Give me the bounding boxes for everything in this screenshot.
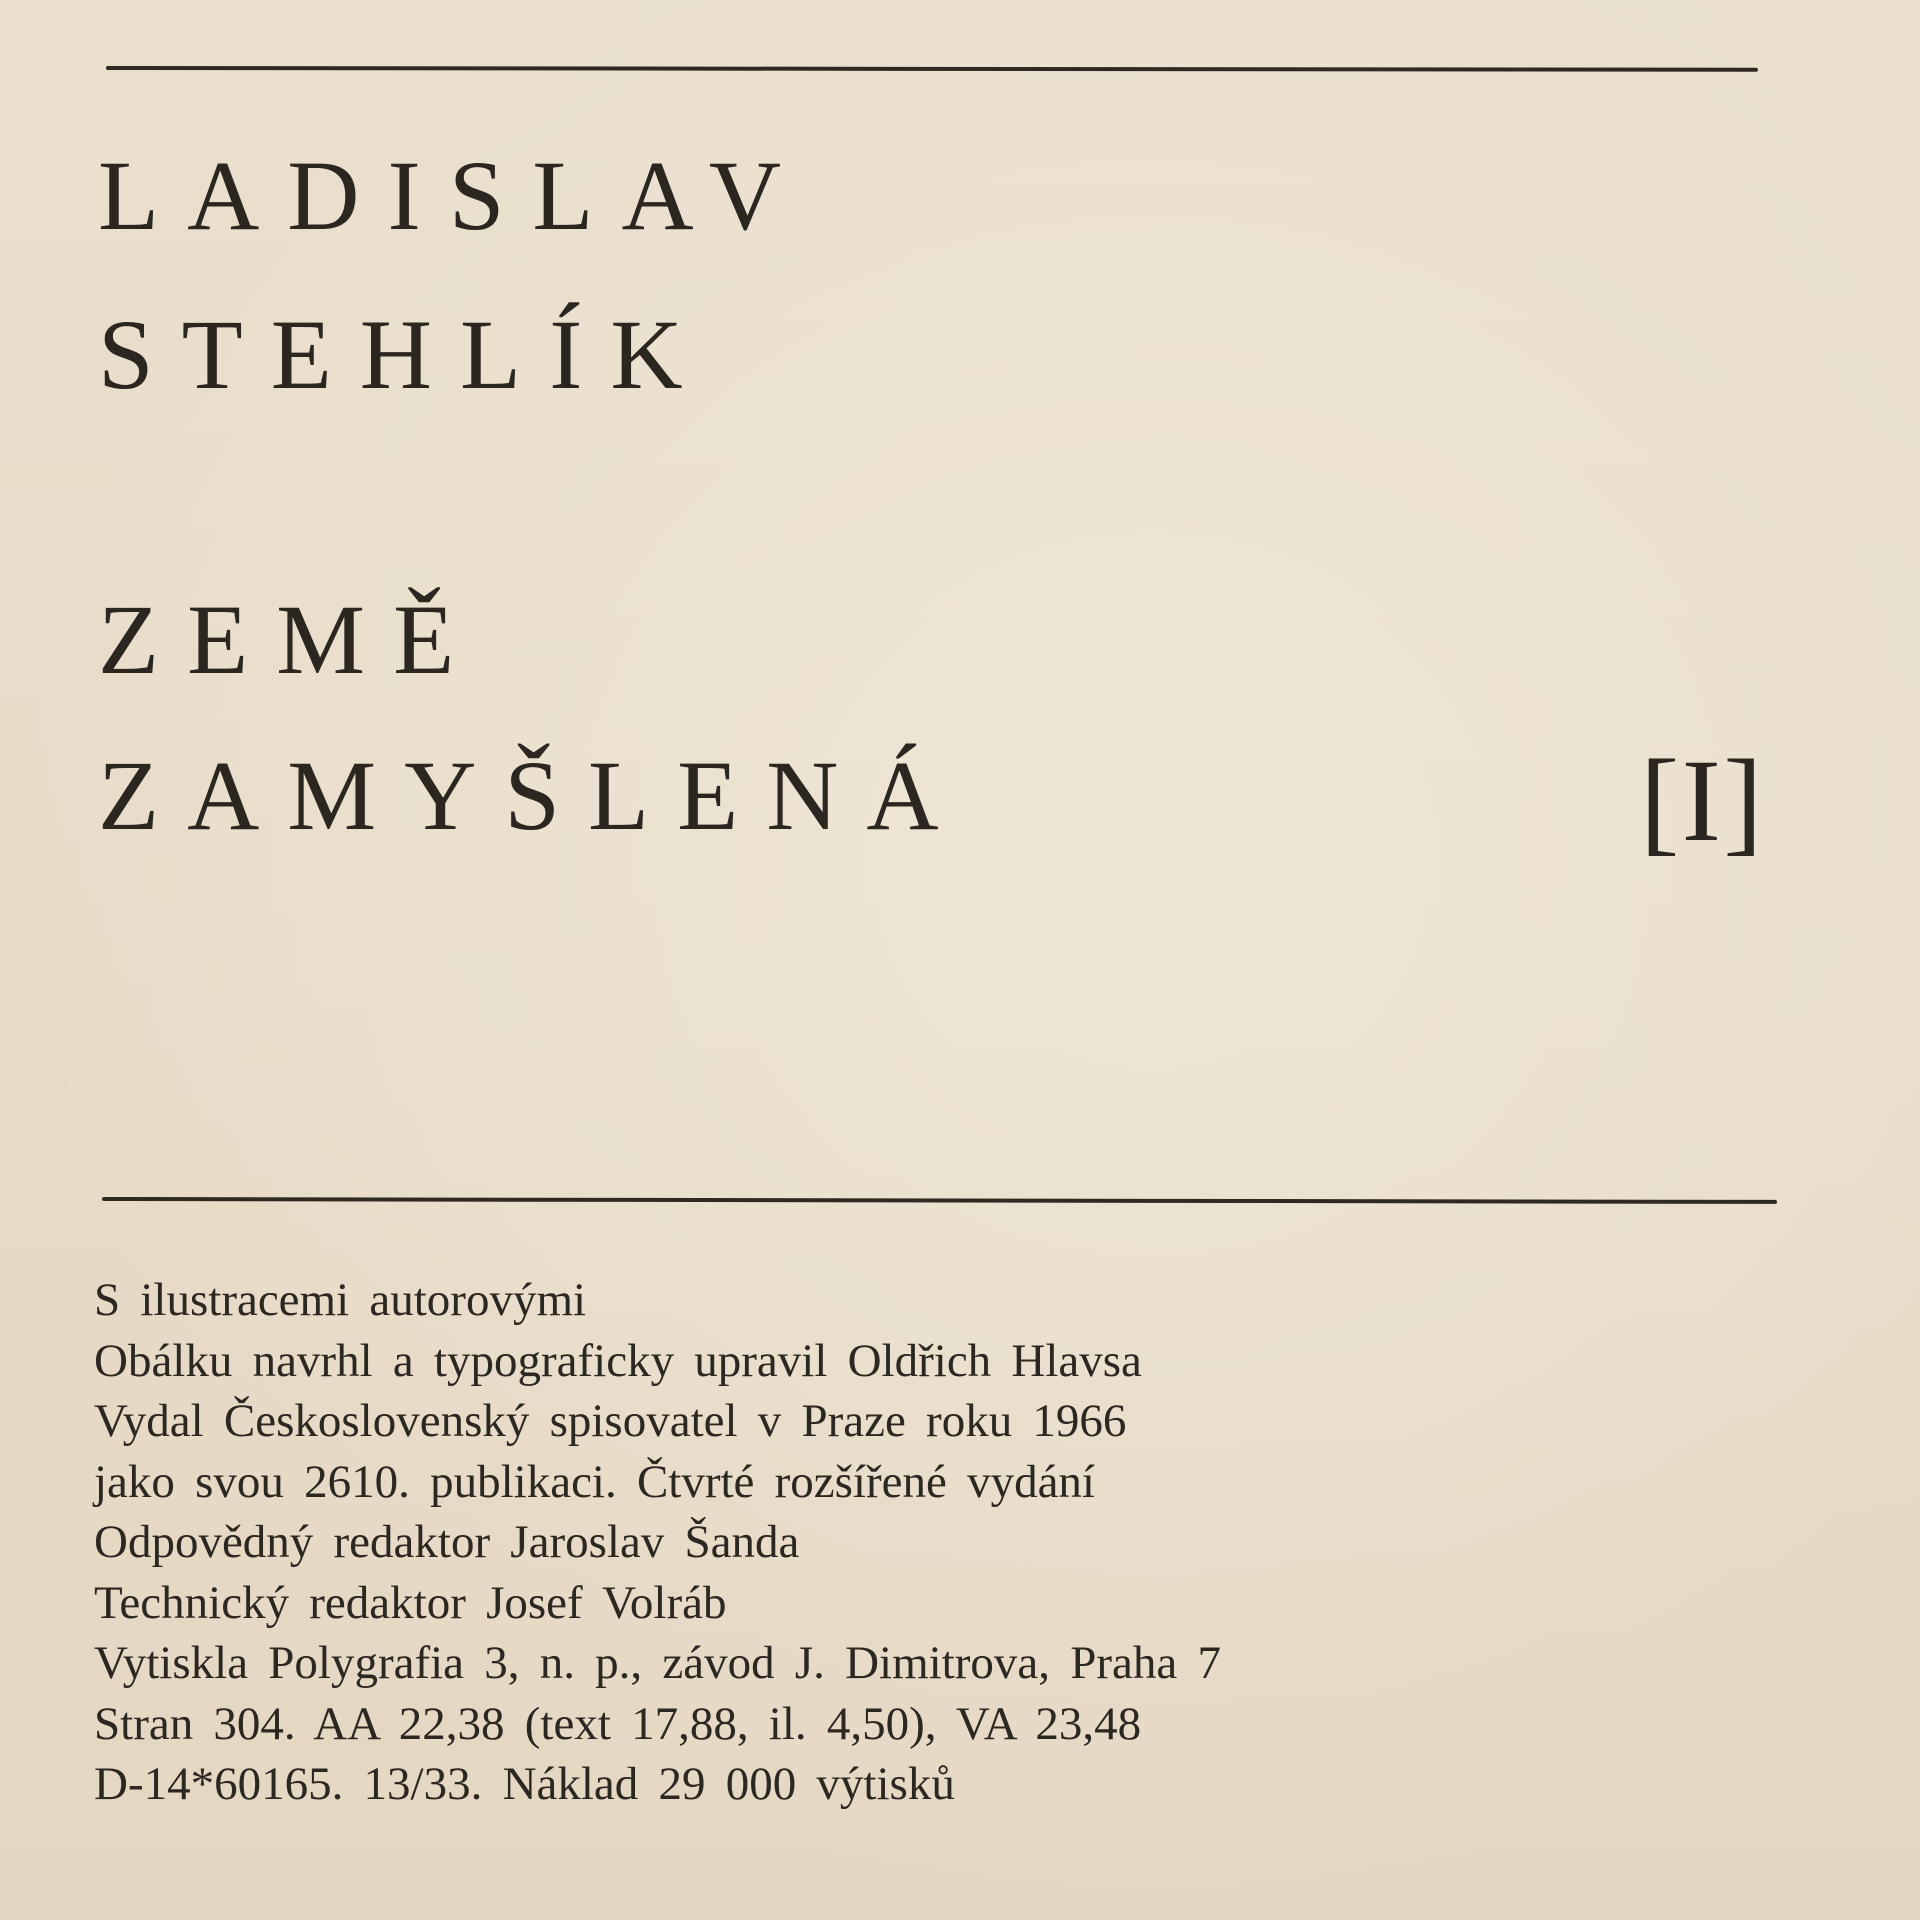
book-title-line-2: ZAMYŠLENÁ [98,740,967,851]
colophon-line: Obálku navrhl a typograficky upravil Oldřich Hlavsa [94,1334,1142,1387]
colophon-line: Technický redaktor Josef Volráb [94,1576,727,1629]
colophon-line: Vytiskla Polygrafia 3, n. p., závod J. Dimitrova, Praha 7 [94,1637,1221,1689]
colophon [94,1270,1734,1815]
colophon-line: Vydal Československý spisovatel v Praze roku 1966 [94,1395,1127,1447]
colophon-line: S ilustracemi autorovými [94,1274,587,1326]
bottom-rule [102,1197,1777,1204]
volume-number: [I] [1640,735,1765,866]
author-last-name: STEHLÍK [98,299,711,410]
colophon-line: Odpovědný redaktor Jaroslav Šanda [94,1516,800,1568]
book-title-line-1: ZEMĚ [98,584,483,695]
colophon-line: D-14*60165. 13/33. Náklad 29 000 výtisků [94,1758,955,1810]
author-first-name: LADISLAV [98,140,810,251]
top-rule [106,66,1758,72]
colophon-line: Stran 304. AA 22,38 (text 17,88, il. 4,50), VA 23,48 [94,1697,1142,1750]
colophon-line: jako svou 2610. publikaci. Čtvrté rozšířené vydání [94,1455,1095,1508]
